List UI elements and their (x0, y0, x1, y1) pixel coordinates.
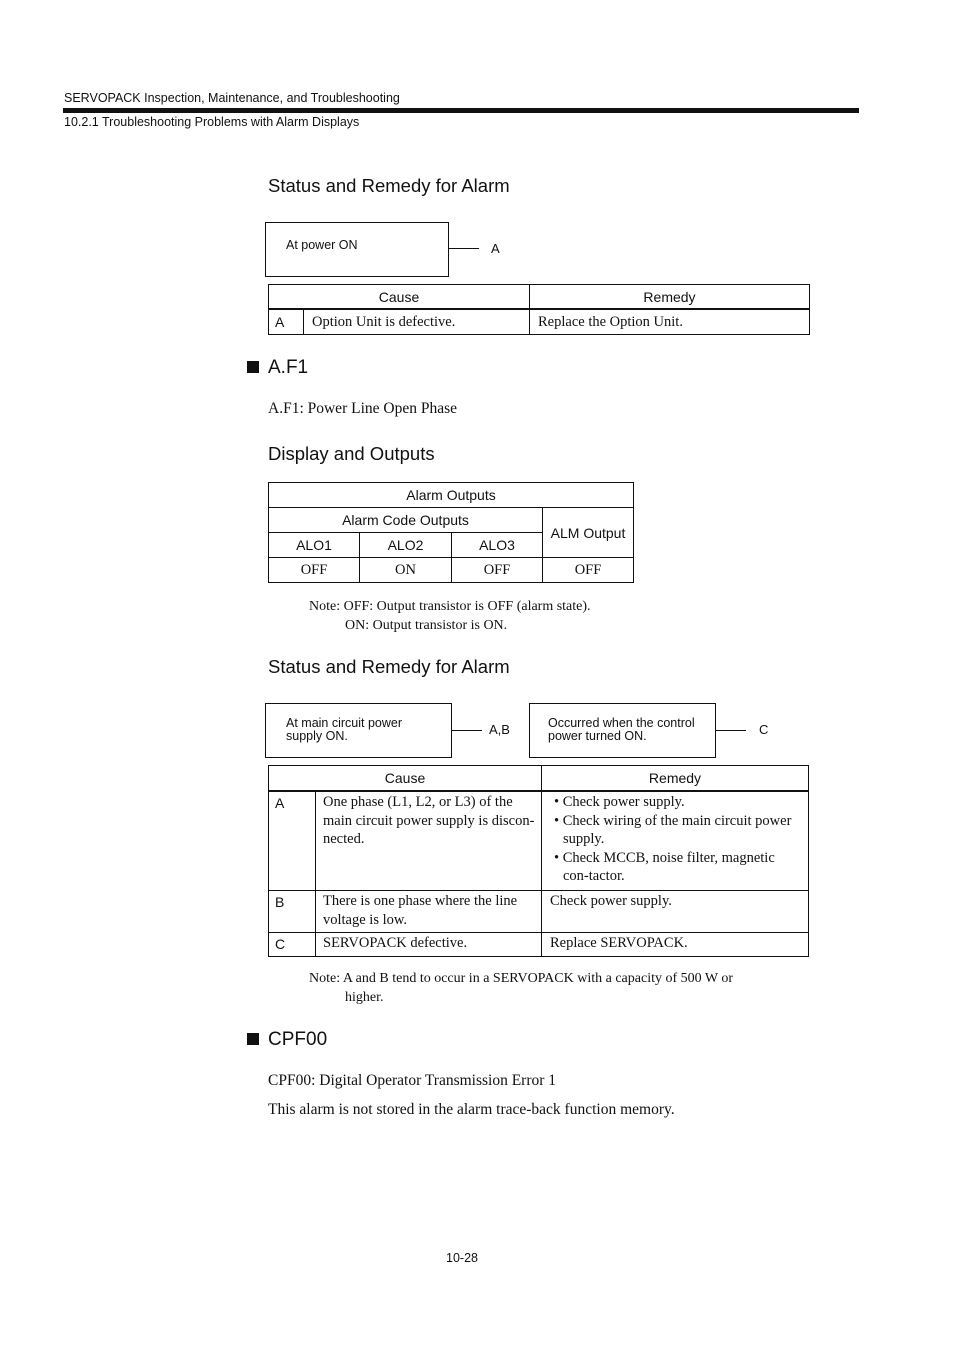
alo1-value: OFF (269, 558, 360, 583)
status-remedy-heading: Status and Remedy for Alarm (268, 175, 510, 196)
cause-cell: One phase (L1, L2, or L3) of the main circuit power supply is discon-nected. (316, 791, 542, 891)
alarm-description-cpf00: CPF00: Digital Operator Transmission Error 1 (268, 1072, 557, 1089)
cause-cell: There is one phase where the line voltage is low. (316, 891, 542, 933)
remedy-cell: Replace the Option Unit. (530, 309, 810, 335)
remedy-item: • Check wiring of the main circuit power supply. (554, 812, 792, 847)
capacity-note-line2: higher. (345, 990, 384, 1005)
condition-box-main-circuit: At main circuit power supply ON. (265, 703, 452, 758)
remedy-header: Remedy (542, 766, 809, 792)
connector-line (452, 730, 482, 731)
running-header-section: 10.2.1 Troubleshooting Problems with Alarm Displays (64, 115, 360, 129)
section-bullet-icon (247, 361, 259, 373)
table-row (269, 891, 809, 933)
alo2-header: ALO2 (360, 533, 452, 558)
section-bullet-icon (247, 1033, 259, 1045)
output-note-line1: Note: OFF: Output transistor is OFF (alarm state). (309, 599, 591, 614)
capacity-note-line1: Note: A and B tend to occur in a SERVOPACK with a capacity of 500 W or (309, 971, 734, 986)
alm-output-header: ALM Output (543, 508, 634, 558)
header-rule (63, 108, 859, 113)
condition-label-c: C (759, 722, 769, 737)
connector-line (449, 248, 479, 249)
cause-cell: Option Unit is defective. (304, 309, 530, 335)
connector-line (716, 730, 746, 731)
alo2-value: ON (360, 558, 452, 583)
condition-label: A (491, 241, 500, 256)
table-row (269, 791, 809, 891)
alarm-code-outputs-header: Alarm Code Outputs (269, 508, 543, 533)
row-id: A (269, 791, 316, 891)
cause-remedy-table (268, 284, 810, 335)
condition-box-power-on: At power ON (265, 222, 449, 277)
output-note-line2: ON: Output transistor is ON. (345, 618, 508, 633)
remedy-cell: Replace SERVOPACK. (542, 933, 809, 957)
alarm-outputs-table (268, 482, 634, 583)
remedy-cell: Check power supply. (542, 891, 809, 933)
alarm-title-cpf00: CPF00 (268, 1029, 328, 1050)
table-row (269, 933, 809, 957)
cause-header: Cause (269, 285, 530, 310)
alarm-title-af1: A.F1 (268, 357, 309, 378)
alm-output-value: OFF (543, 558, 634, 583)
condition-label-ab: A,B (489, 722, 510, 737)
remedy-item: • Check power supply. (554, 794, 685, 810)
alo1-header: ALO1 (269, 533, 360, 558)
row-id: C (269, 933, 316, 957)
row-id: A (269, 309, 304, 335)
remedy-header: Remedy (530, 285, 810, 310)
alo3-header: ALO3 (452, 533, 543, 558)
cause-cell: SERVOPACK defective. (316, 933, 542, 957)
table-row (269, 309, 810, 335)
running-header-chapter: SERVOPACK Inspection, Maintenance, and Troubleshooting (64, 91, 400, 105)
remedy-cell (542, 791, 809, 891)
remedy-item: • Check MCCB, noise filter, magnetic con-tactor. (554, 849, 775, 884)
status-remedy-heading-af1: Status and Remedy for Alarm (268, 656, 510, 677)
cause-header: Cause (269, 766, 542, 792)
table-row (269, 558, 634, 583)
alarm-outputs-header: Alarm Outputs (269, 483, 634, 508)
condition-box-control-power: Occurred when the control power turned ON. (529, 703, 716, 758)
alarm-note-cpf00: This alarm is not stored in the alarm trace-back function memory. (268, 1101, 675, 1118)
cause-remedy-table-af1 (268, 765, 809, 957)
alo3-value: OFF (452, 558, 543, 583)
alarm-description-af1: A.F1: Power Line Open Phase (268, 400, 457, 417)
row-id: B (269, 891, 316, 933)
page-number: 10-28 (446, 1251, 478, 1265)
display-outputs-heading: Display and Outputs (268, 443, 435, 464)
